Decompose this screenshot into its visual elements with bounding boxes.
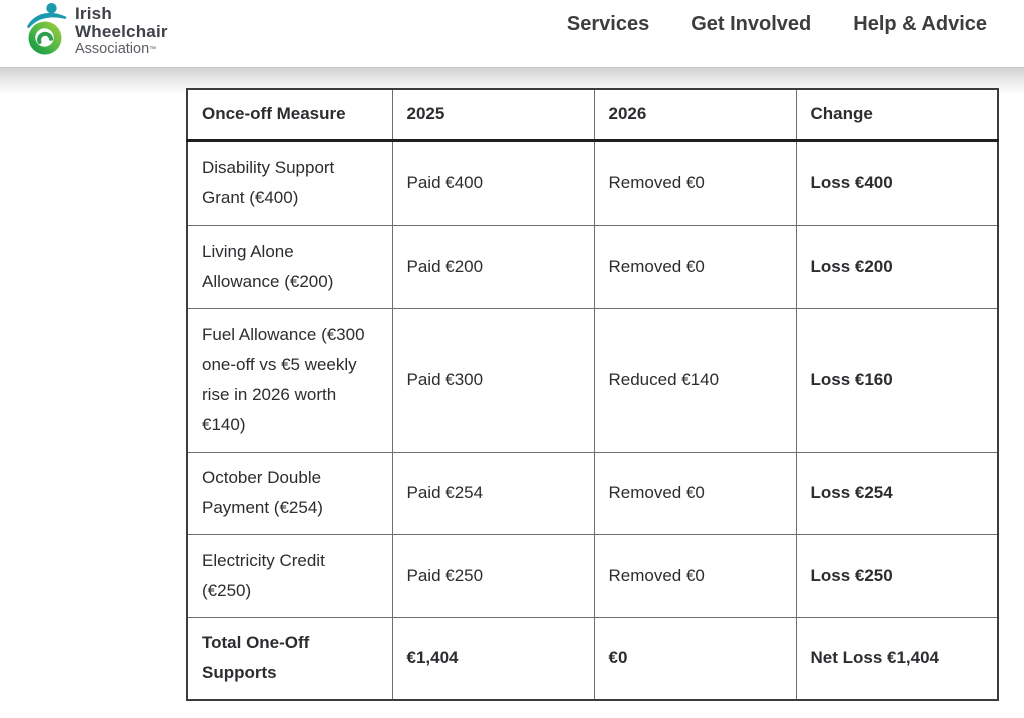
year-2025-cell: Paid €250 (392, 534, 594, 617)
change-cell: Loss €400 (796, 140, 998, 225)
table-row (187, 140, 998, 225)
measure-cell: Disability Support Grant (€400) (187, 140, 392, 225)
table-row (187, 225, 998, 308)
wheelchair-logo-icon (25, 2, 70, 57)
measure-cell: Electricity Credit (€250) (187, 534, 392, 617)
year-2025-cell: Paid €400 (392, 140, 594, 225)
table-row (187, 308, 998, 452)
table-header-row (187, 89, 998, 140)
column-header-2025: 2025 (392, 89, 594, 140)
column-header-change: Change (796, 89, 998, 140)
main-nav (567, 0, 987, 67)
logo-line-association: Association™ (75, 41, 157, 57)
budget-comparison-table (186, 88, 999, 701)
nav-item-get-involved[interactable]: Get Involved (691, 13, 812, 35)
year-2025-cell: Paid €200 (392, 225, 594, 308)
trademark-symbol: ™ (149, 46, 157, 53)
change-cell: Loss €250 (796, 534, 998, 617)
nav-item-help-advice[interactable]: Help & Advice (853, 13, 987, 35)
year-2026-cell: Removed €0 (594, 225, 796, 308)
measure-cell: Total One-Off Supports (187, 617, 392, 700)
logo-text (75, 2, 168, 58)
measure-cell: October Double Payment (€254) (187, 452, 392, 534)
table-row (187, 534, 998, 617)
year-2025-cell: €1,404 (392, 617, 594, 700)
change-cell: Net Loss €1,404 (796, 617, 998, 700)
year-2026-cell: Removed €0 (594, 140, 796, 225)
year-2026-cell: Removed €0 (594, 534, 796, 617)
change-cell: Loss €200 (796, 225, 998, 308)
change-cell: Loss €160 (796, 308, 998, 452)
table-total-row (187, 617, 998, 700)
change-cell: Loss €254 (796, 452, 998, 534)
year-2026-cell: €0 (594, 617, 796, 700)
logo-line-wheelchair: Wheelchair (75, 22, 168, 41)
logo-line-irish: Irish (75, 4, 112, 23)
table-row (187, 452, 998, 534)
year-2025-cell: Paid €300 (392, 308, 594, 452)
year-2026-cell: Reduced €140 (594, 308, 796, 452)
main-content (0, 67, 1024, 701)
measure-cell: Living Alone Allowance (€200) (187, 225, 392, 308)
column-header-2026: 2026 (594, 89, 796, 140)
year-2025-cell: Paid €254 (392, 452, 594, 534)
site-header (0, 0, 1024, 67)
measure-cell: Fuel Allowance (€300 one-off vs €5 weekly rise in 2026 worth €140) (187, 308, 392, 452)
year-2026-cell: Removed €0 (594, 452, 796, 534)
nav-item-services[interactable]: Services (566, 13, 650, 35)
column-header-measure: Once-off Measure (187, 89, 392, 140)
logo[interactable] (25, 0, 168, 67)
